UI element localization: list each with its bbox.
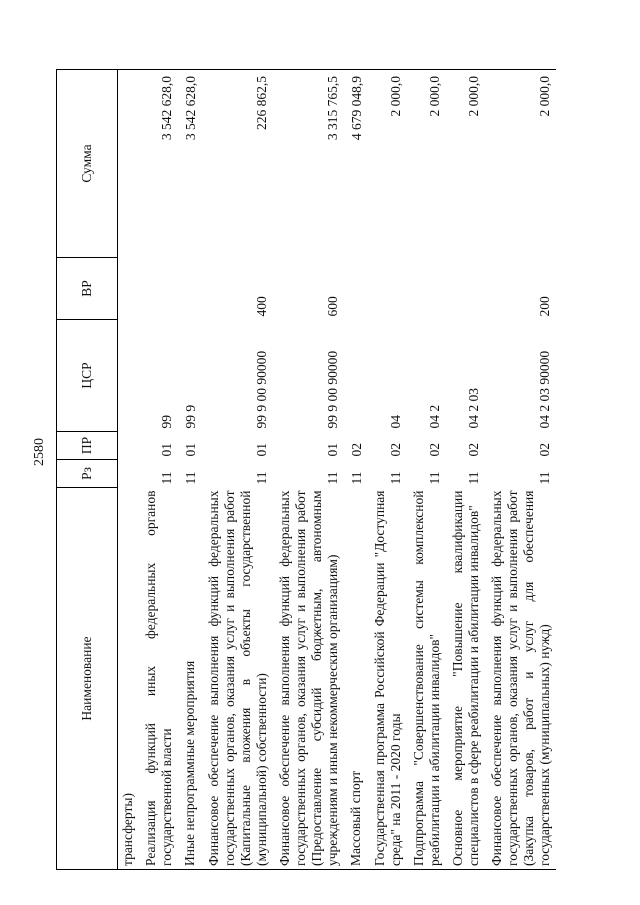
row-csr: [344, 320, 368, 432]
row-vr: [139, 258, 178, 320]
row-csr: 04 2 03: [466, 388, 481, 429]
row-rz: [118, 460, 140, 488]
row-csr: 04 2: [427, 404, 442, 429]
row-pr: 02: [466, 443, 481, 457]
row-vr: 200: [537, 296, 552, 317]
row-name: Подпрограмма "Совершенствование системы комплексной реабилитации и абилитации инвалидов": [407, 488, 446, 870]
table-row: [202, 70, 273, 870]
row-csr: [118, 320, 140, 432]
row-vr: [368, 258, 407, 320]
table-row: [446, 70, 485, 870]
table-row: [273, 70, 344, 870]
header-csr: ЦСР: [57, 320, 118, 432]
row-vr: [178, 258, 202, 320]
row-sum: 226 862,5: [202, 70, 273, 258]
row-rz: 11: [183, 471, 198, 485]
row-name: Основное мероприятие "Повышение квалификации специалистов в сфере реабилитации и абилитации инвалидов": [446, 488, 485, 870]
row-csr: 99 9 00 90000: [254, 350, 269, 429]
row-sum: 3 315 765,5: [273, 70, 344, 258]
row-sum: 3 542 628,0: [139, 70, 178, 258]
row-sum: 3 542 628,0: [178, 70, 202, 258]
row-rz: 11: [537, 471, 552, 485]
row-name: Массовый спорт: [344, 488, 368, 870]
table-row: [178, 70, 202, 870]
row-rz: 11: [427, 471, 442, 485]
budget-table: [56, 69, 556, 870]
row-vr: 400: [254, 296, 269, 317]
row-pr: 01: [254, 443, 269, 457]
row-pr: 02: [388, 443, 403, 457]
row-csr: 04 2 03 90000: [537, 350, 552, 429]
table-row: [344, 70, 368, 870]
row-rz: 11: [325, 471, 340, 485]
table-row: [368, 70, 407, 870]
row-name: Иные непрограммные мероприятия: [178, 488, 202, 870]
row-rz: 11: [466, 471, 481, 485]
row-rz: 11: [254, 471, 269, 485]
row-vr: [344, 258, 368, 320]
header-rz: Рз: [57, 460, 118, 488]
row-name: Реализация функций иных федеральных органов государственной власти: [139, 488, 178, 870]
row-pr: 01: [183, 443, 198, 457]
row-rz: 11: [159, 471, 174, 485]
header-name: Наименование: [57, 488, 118, 870]
row-pr: 01: [325, 443, 340, 457]
row-sum: 2 000,0: [446, 70, 485, 258]
row-sum: [118, 70, 140, 258]
row-vr: 600: [325, 296, 340, 317]
table-row: [407, 70, 446, 870]
row-csr: 99: [159, 415, 174, 429]
row-sum: 2 000,0: [407, 70, 446, 258]
header-vr: ВР: [57, 258, 118, 320]
row-rz: 11: [349, 471, 364, 485]
table-header-row: [57, 70, 118, 870]
row-pr: 02: [427, 443, 442, 457]
page-number: 2580: [32, 438, 47, 466]
rotated-page: [56, 70, 584, 870]
row-vr: [446, 258, 485, 320]
header-sum: Сумма: [57, 70, 118, 258]
row-name: Финансовое обеспечение выполнения функций федеральных государственных органов, оказания услуг и выполнения работ (Капитальные вложения в объекты государственной (муниципальной) собственности): [202, 488, 273, 870]
row-csr: 99 9: [183, 404, 198, 429]
table-row: [485, 70, 556, 870]
row-name: Финансовое обеспечение выполнения функций федеральных государственных органов, оказания услуг и выполнения работ (Закупка товаров, работ и услуг для обеспечения государственных (муниципальных) нужд): [485, 488, 556, 870]
row-rz: 11: [388, 471, 403, 485]
header-pr: ПР: [57, 432, 118, 460]
row-pr: 02: [349, 443, 364, 457]
row-csr: 04: [388, 415, 403, 429]
row-pr: 02: [537, 443, 552, 457]
row-vr: [118, 258, 140, 320]
row-name: Государственная программа Российской Федерации "Доступная среда" на 2011 - 2020 годы: [368, 488, 407, 870]
row-pr: [118, 432, 140, 460]
row-name: трансферты): [118, 488, 140, 870]
row-vr: [407, 258, 446, 320]
row-pr: 01: [159, 443, 174, 457]
table-row: [139, 70, 178, 870]
row-name: Финансовое обеспечение выполнения функций федеральных государственных органов, оказания услуг и выполнения работ (Предоставление субсидий бюджетным, автономным учреждениям и иным некоммерческим организациям): [273, 488, 344, 870]
row-sum: 4 679 048,9: [344, 70, 368, 258]
row-sum: 2 000,0: [485, 70, 556, 258]
table-row: [118, 70, 140, 870]
row-sum: 2 000,0: [368, 70, 407, 258]
row-csr: 99 9 00 90000: [325, 350, 340, 429]
